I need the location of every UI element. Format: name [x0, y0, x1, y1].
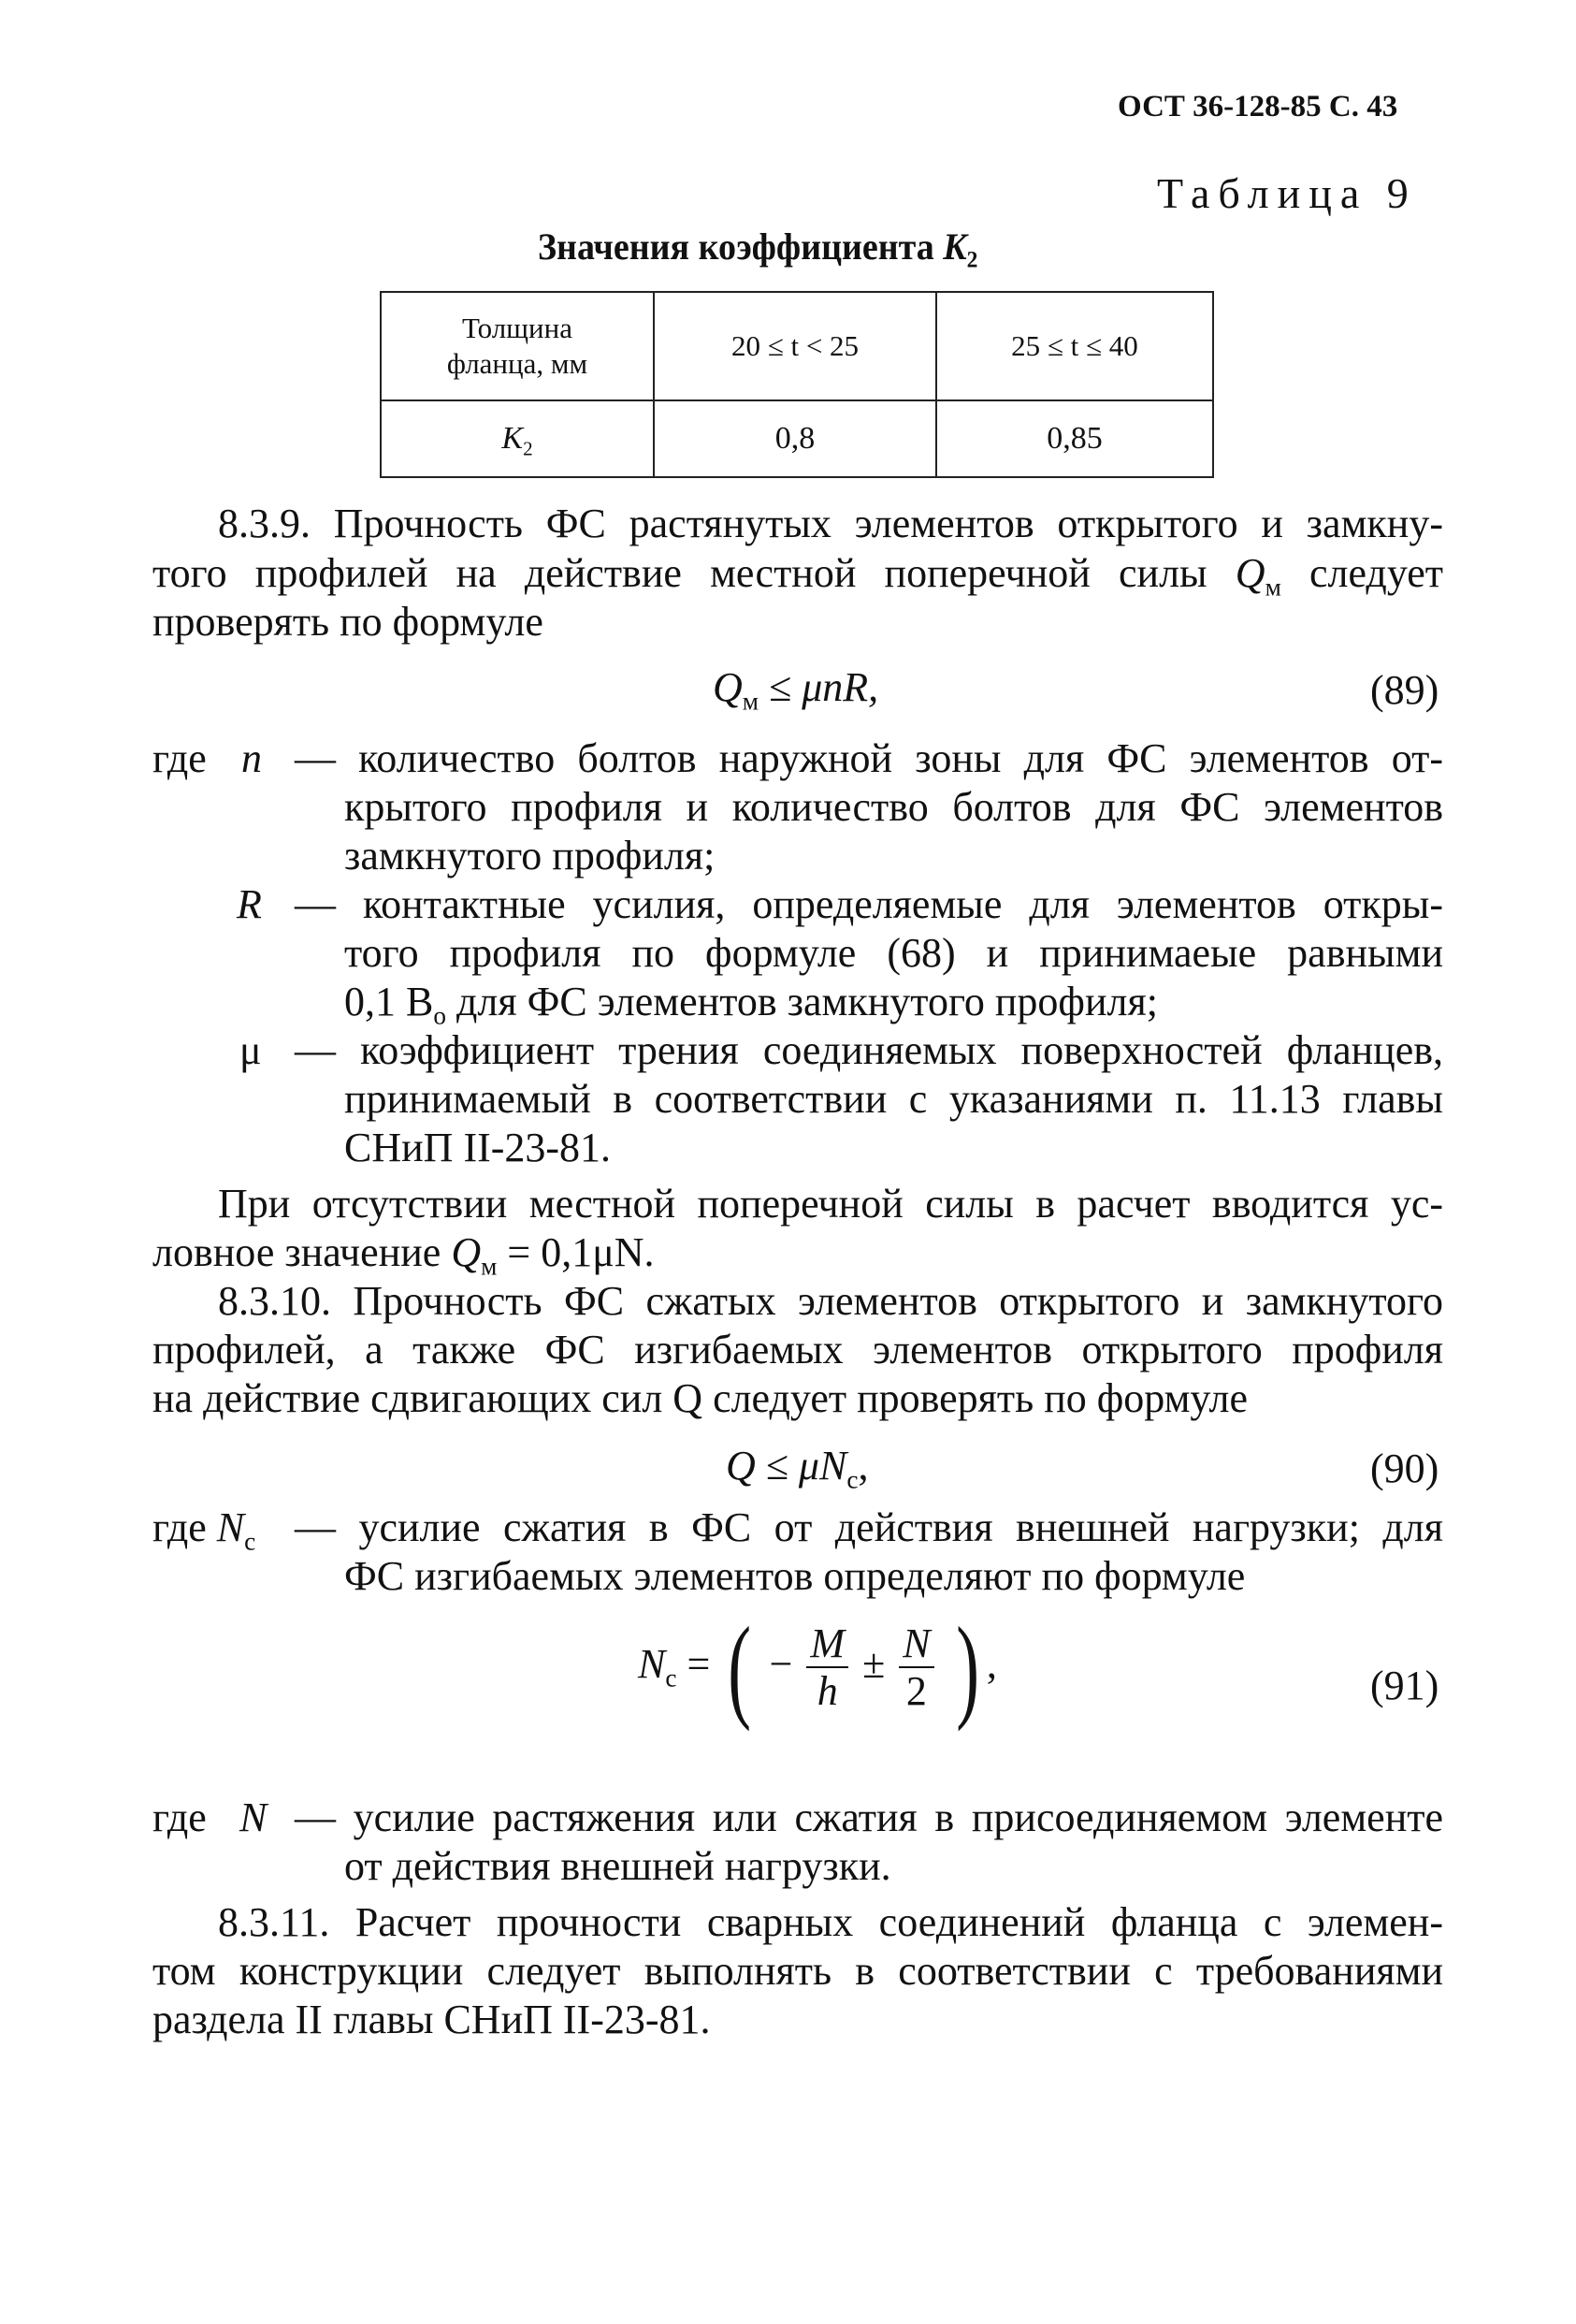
thickness-label-line2: фланца, мм — [446, 347, 588, 380]
nc-sub: c — [244, 1527, 256, 1556]
where-nc — [152, 1504, 256, 1556]
eq-number-89: (89) — [1370, 667, 1439, 713]
where-label: где — [152, 735, 207, 781]
f91-lhs: N — [638, 1641, 666, 1688]
s8310-line2: профилей, а также ФС изгибаемых элементов открытого профиля — [152, 1327, 1443, 1373]
row-label-sub: 2 — [523, 437, 533, 460]
thickness-label-line1: Толщина — [462, 312, 572, 344]
s839-line1: 8.3.9. Прочность ФС растянутых элементов открытого и замкну- — [218, 501, 1443, 546]
absence-line1: При отсутствии местной поперечной силы в расчет вводится ус- — [218, 1181, 1443, 1227]
f91-h: h — [817, 1668, 838, 1714]
n-var: n — [241, 735, 262, 781]
r-def-line1: — контактные усилия, определяемые для элементов откры- — [295, 881, 1443, 927]
table-header-thickness — [381, 292, 654, 400]
f91-2: 2 — [905, 1668, 927, 1714]
eq-number-90: (90) — [1370, 1445, 1439, 1491]
nc-def-line2: ФС изгибаемых элементов определяют по формуле — [344, 1553, 1246, 1599]
n-def-line3: замкнутого профиля; — [344, 833, 716, 879]
f91-lhs-sub: c — [665, 1663, 677, 1692]
f90-sub: c — [846, 1465, 859, 1494]
nc-def-line1: — усилие сжатия в ФС от действия внешней нагрузки; для — [295, 1504, 1443, 1550]
r-def-line3 — [344, 979, 1158, 1030]
formula-90 — [726, 1443, 869, 1494]
table-header-row — [381, 292, 1213, 400]
mu-def-line1: — коэффициент трения соединяемых поверхностей фланцев, — [295, 1027, 1443, 1073]
coefficient-table — [380, 291, 1214, 478]
page-header: ОСТ 36-128-85 С. 43 — [1118, 90, 1398, 123]
r-def-line3-text: для ФС элементов замкнутого профиля; — [456, 979, 1158, 1024]
n2-def-line2: от действия внешней нагрузки. — [344, 1843, 891, 1889]
absence-line2: ловное значение $Q_м = 0,1\mu N$. — [152, 1229, 655, 1281]
f89-q: Q — [713, 664, 743, 710]
f91-eq: = — [687, 1641, 711, 1688]
n2-var: N — [239, 1794, 267, 1840]
s839-line2-text: того профилей на действие местной поперечной силы — [152, 550, 1207, 596]
f91-minus: − — [769, 1641, 793, 1688]
table-cell-value2: 0,85 — [936, 400, 1213, 477]
table-title — [538, 225, 978, 273]
nc-var: N — [216, 1504, 245, 1550]
r-b0-sub: о — [433, 1001, 446, 1030]
s8311-line1: 8.3.11. Расчет прочности сварных соединений фланца с элемен- — [218, 1899, 1443, 1945]
table-title-text: Значения коэффициента — [538, 225, 934, 268]
f91-close-paren: ) — [955, 1604, 979, 1732]
r-b0: 0,1 В — [344, 979, 434, 1024]
table-row-label — [381, 400, 654, 477]
s8310-line3: на действие сдвигающих сил Q следует проверять по формуле — [152, 1375, 1248, 1421]
absence-line2-text: ловное значение — [152, 1229, 441, 1275]
f91-N: N — [899, 1621, 933, 1668]
row-label-var: K — [501, 421, 524, 456]
f91-tail: , — [986, 1641, 997, 1688]
f91-fraction-n2 — [899, 1621, 933, 1715]
f89-sub: м — [742, 687, 759, 716]
n-def-line1: — количество болтов наружной зоны для ФС элементов от- — [295, 735, 1443, 781]
where-label: где — [152, 1504, 207, 1550]
n2-def-line1: — усилие растяжения или сжатия в присоединяемом элементе — [295, 1794, 1443, 1840]
r-def-line2: того профиля по формуле (68) и принимаеые равными — [344, 930, 1443, 976]
s839-line2 — [152, 550, 1443, 602]
f90-expr: Q ≤ μN — [726, 1443, 847, 1489]
eq-number-91: (91) — [1370, 1663, 1439, 1708]
where-n — [152, 735, 207, 782]
where-label: где — [152, 1794, 207, 1840]
table-caption: Таблица 9 — [1157, 169, 1417, 217]
f89-rhs: ≤ μnR, — [769, 664, 879, 710]
mu-def-line3: СНиП II-23-81. — [344, 1125, 612, 1170]
s839-line2-tail: следует — [1309, 550, 1443, 596]
n-def-line2: крытого профиля и количество болтов для ФС элементов — [344, 784, 1443, 830]
mu-var: μ — [239, 1027, 262, 1073]
table-title-sub: 2 — [966, 247, 978, 273]
s839-line3: проверять по формуле — [152, 599, 543, 645]
table-data-row — [381, 400, 1213, 477]
table-cell-value1: 0,8 — [654, 400, 936, 477]
s8311-line2: том конструкции следует выполнять в соответствии с требованиями — [152, 1948, 1443, 1994]
mu-def-line2: принимаемый в соответствии с указаниями п. 11.13 главы — [344, 1076, 1443, 1122]
formula-89 — [713, 664, 879, 716]
f91-pm: ± — [862, 1641, 886, 1688]
f90-tail: , — [858, 1443, 869, 1489]
where-n2 — [152, 1794, 207, 1841]
table-title-var: K — [943, 225, 967, 268]
s8311-line3: раздела II главы СНиП II-23-81. — [152, 1997, 711, 2042]
f91-open-paren: ( — [728, 1604, 752, 1732]
s839-line2-q: $Q_м$ — [1235, 550, 1281, 602]
f91-M: M — [806, 1621, 848, 1668]
s8310-line1: 8.3.10. Прочность ФС сжатых элементов открытого и замкнутого — [218, 1278, 1443, 1324]
table-header-range2: 25 ≤ t ≤ 40 — [936, 292, 1213, 400]
table-header-range1: 20 ≤ t < 25 — [654, 292, 936, 400]
r-var: R — [237, 881, 262, 927]
f91-fraction-mh — [806, 1621, 848, 1715]
formula-91 — [638, 1604, 997, 1732]
absence-line2-value: = 0,1μN. — [507, 1229, 655, 1275]
